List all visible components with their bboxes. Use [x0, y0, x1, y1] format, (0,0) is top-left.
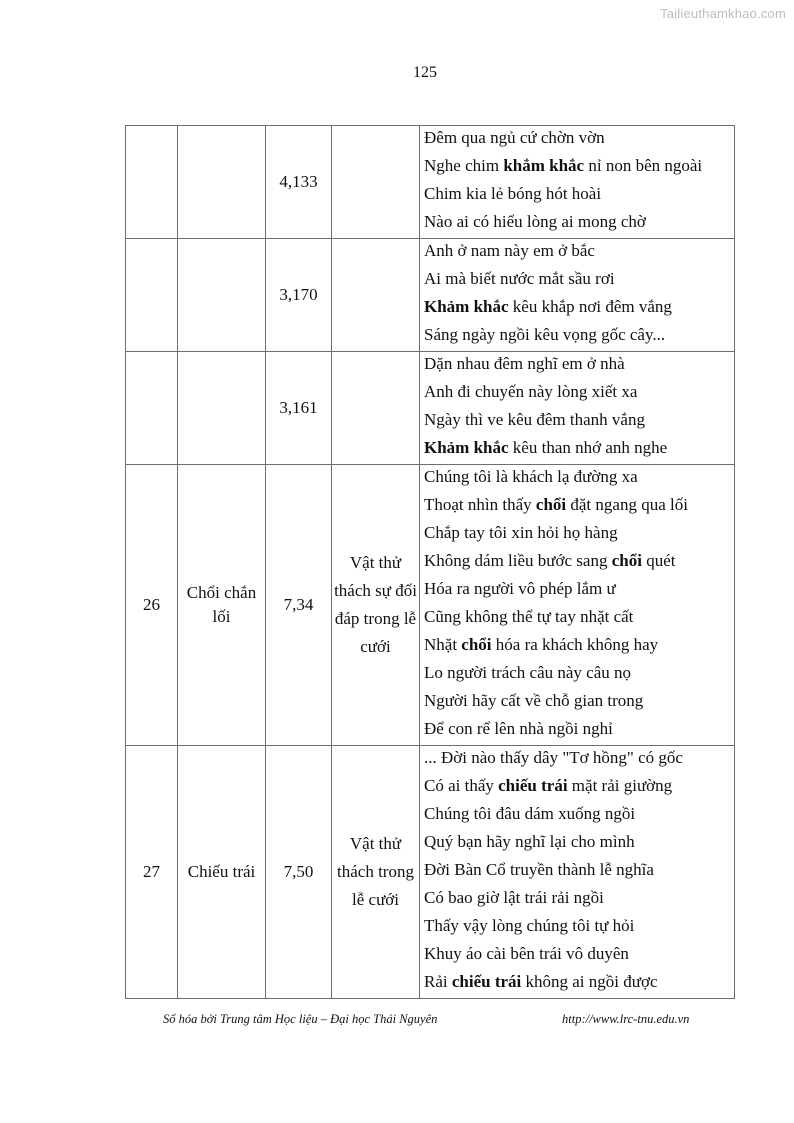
value-cell: 3,170: [266, 239, 332, 352]
poem-line: [424, 408, 734, 436]
item-name-cell: Chiếu trái: [178, 746, 266, 999]
content-table: [125, 125, 735, 999]
item-name-cell: [178, 352, 266, 465]
poem-line: [424, 352, 734, 380]
poem-line: [424, 549, 734, 577]
footer-url: http://www.lrc-tnu.edu.vn: [562, 1012, 690, 1026]
poem-text: Thoạt nhìn thấy: [424, 495, 536, 514]
highlighted-term: chổi: [535, 495, 567, 514]
row-number-cell: [126, 352, 178, 465]
poem-text: Nào ai có hiểu lòng ai mong chờ: [424, 212, 646, 231]
function-cell: Vật thử thách trong lễ cưới: [332, 746, 420, 999]
poem-text: Người hãy cất về chỗ gian trong: [424, 691, 644, 710]
poem-text: quét: [641, 551, 676, 570]
poem-text: mặt rải giường: [567, 776, 673, 795]
poem-text: Thấy vậy lòng chúng tôi tự hỏi: [424, 916, 635, 935]
highlighted-term: khắm khắc: [503, 156, 585, 175]
value-cell: 4,133: [266, 126, 332, 239]
poem-text: ... Đời nào thấy dây "Tơ hồng" có gốc: [424, 748, 683, 767]
poem-line: [424, 210, 734, 238]
poem-text: Nhặt: [424, 635, 462, 654]
poem-line: [424, 182, 734, 210]
poem-line: [424, 633, 734, 661]
poem-text: Quý bạn hãy nghĩ lại cho mình: [424, 832, 635, 851]
row-number-cell: [126, 239, 178, 352]
row-number-cell: [126, 126, 178, 239]
value-cell: 7,50: [266, 746, 332, 999]
poem-line: [424, 295, 734, 323]
poem-text: Để con rể lên nhà ngồi nghỉ: [424, 719, 613, 738]
row-number-cell: 27: [126, 746, 178, 999]
poem-line: [424, 493, 734, 521]
poem-cell: [420, 352, 735, 465]
poem-text: nỉ non bên ngoài: [584, 156, 703, 175]
poem-text: Không dám liều bước sang: [424, 551, 612, 570]
value-cell: 7,34: [266, 465, 332, 746]
poem-text: Đêm qua ngủ cứ chờn vờn: [424, 128, 605, 147]
poem-cell: [420, 746, 735, 999]
poem-line: [424, 661, 734, 689]
poem-line: [424, 267, 734, 295]
poem-text: đặt ngang qua lối: [566, 495, 688, 514]
poem-text: kêu than nhớ anh nghe: [508, 438, 668, 457]
function-cell: [332, 126, 420, 239]
poem-text: Chúng tôi là khách lạ đường xa: [424, 467, 638, 486]
highlighted-term: chiếu trái: [498, 776, 568, 795]
poem-text: Cũng không thể tự tay nhặt cất: [424, 607, 634, 626]
watermark: Tailieuthamkhao.com: [660, 6, 786, 21]
table-row: [126, 239, 735, 352]
poem-text: Rải: [424, 972, 452, 991]
poem-line: [424, 323, 734, 351]
poem-text: Sáng ngày ngồi kêu vọng gốc cây...: [424, 325, 666, 344]
poem-line: [424, 886, 734, 914]
poem-text: hóa ra khách không hay: [491, 635, 659, 654]
poem-line: [424, 126, 734, 154]
poem-line: [424, 521, 734, 549]
highlighted-term: Khảm khắc: [424, 438, 509, 457]
poem-line: [424, 436, 734, 464]
page-number: 125: [413, 64, 437, 81]
item-name-cell: [178, 126, 266, 239]
table-row: [126, 746, 735, 999]
poem-line: [424, 970, 734, 998]
poem-line: [424, 717, 734, 745]
poem-text: Có ai thấy: [424, 776, 499, 795]
item-name-cell: [178, 239, 266, 352]
poem-line: [424, 577, 734, 605]
poem-line: [424, 605, 734, 633]
poem-line: [424, 802, 734, 830]
function-cell: [332, 239, 420, 352]
poem-text: Chắp tay tôi xin hỏi họ hàng: [424, 523, 618, 542]
function-cell: [332, 352, 420, 465]
poem-text: Khuy áo cài bên trái vô duyên: [424, 944, 629, 963]
highlighted-term: chổi: [461, 635, 492, 654]
item-name-cell: Chổi chắn lối: [178, 465, 266, 746]
poem-text: Có bao giờ lật trái rải ngồi: [424, 888, 604, 907]
poem-text: Chúng tôi đâu dám xuống ngồi: [424, 804, 636, 823]
poem-text: Ai mà biết nước mắt sầu rơi: [424, 269, 615, 288]
poem-line: [424, 830, 734, 858]
poem-text: Hóa ra người vô phép lắm ư: [424, 579, 616, 598]
poem-text: Nghe chim: [424, 156, 504, 175]
poem-text: Anh đi chuyến này lòng xiết xa: [424, 382, 638, 401]
poem-text: Anh ở nam này em ở bắc: [424, 241, 595, 260]
function-cell: Vật thử thách sự đối đáp trong lễ cưới: [332, 465, 420, 746]
poem-line: [424, 154, 734, 182]
table-row: [126, 352, 735, 465]
poem-text: Dặn nhau đêm nghĩ em ở nhà: [424, 354, 625, 373]
poem-line: [424, 914, 734, 942]
poem-cell: [420, 239, 735, 352]
poem-text: Chim kia lẻ bóng hót hoài: [424, 184, 602, 203]
row-number-cell: 26: [126, 465, 178, 746]
value-cell: 3,161: [266, 352, 332, 465]
poem-line: [424, 746, 734, 774]
poem-line: [424, 942, 734, 970]
poem-text: Ngày thì ve kêu đêm thanh vắng: [424, 410, 645, 429]
table-row: [126, 126, 735, 239]
poem-text: Đời Bàn Cổ truyền thành lễ nghĩa: [424, 860, 654, 879]
poem-line: [424, 774, 734, 802]
poem-text: không ai ngồi được: [521, 972, 658, 991]
highlighted-term: chổi: [611, 551, 642, 570]
highlighted-term: Khảm khắc: [424, 297, 509, 316]
poem-line: [424, 465, 734, 493]
poem-line: [424, 380, 734, 408]
poem-line: [424, 239, 734, 267]
poem-cell: [420, 465, 735, 746]
highlighted-term: chiếu trái: [451, 972, 522, 991]
table-row: [126, 465, 735, 746]
poem-cell: [420, 126, 735, 239]
poem-text: kêu khắp nơi đêm vắng: [508, 297, 672, 316]
poem-line: [424, 858, 734, 886]
footer-source: Số hóa bởi Trung tâm Học liệu – Đại học Thái Nguyên: [163, 1012, 438, 1026]
poem-line: [424, 689, 734, 717]
poem-text: Lo người trách câu này câu nọ: [424, 663, 632, 682]
